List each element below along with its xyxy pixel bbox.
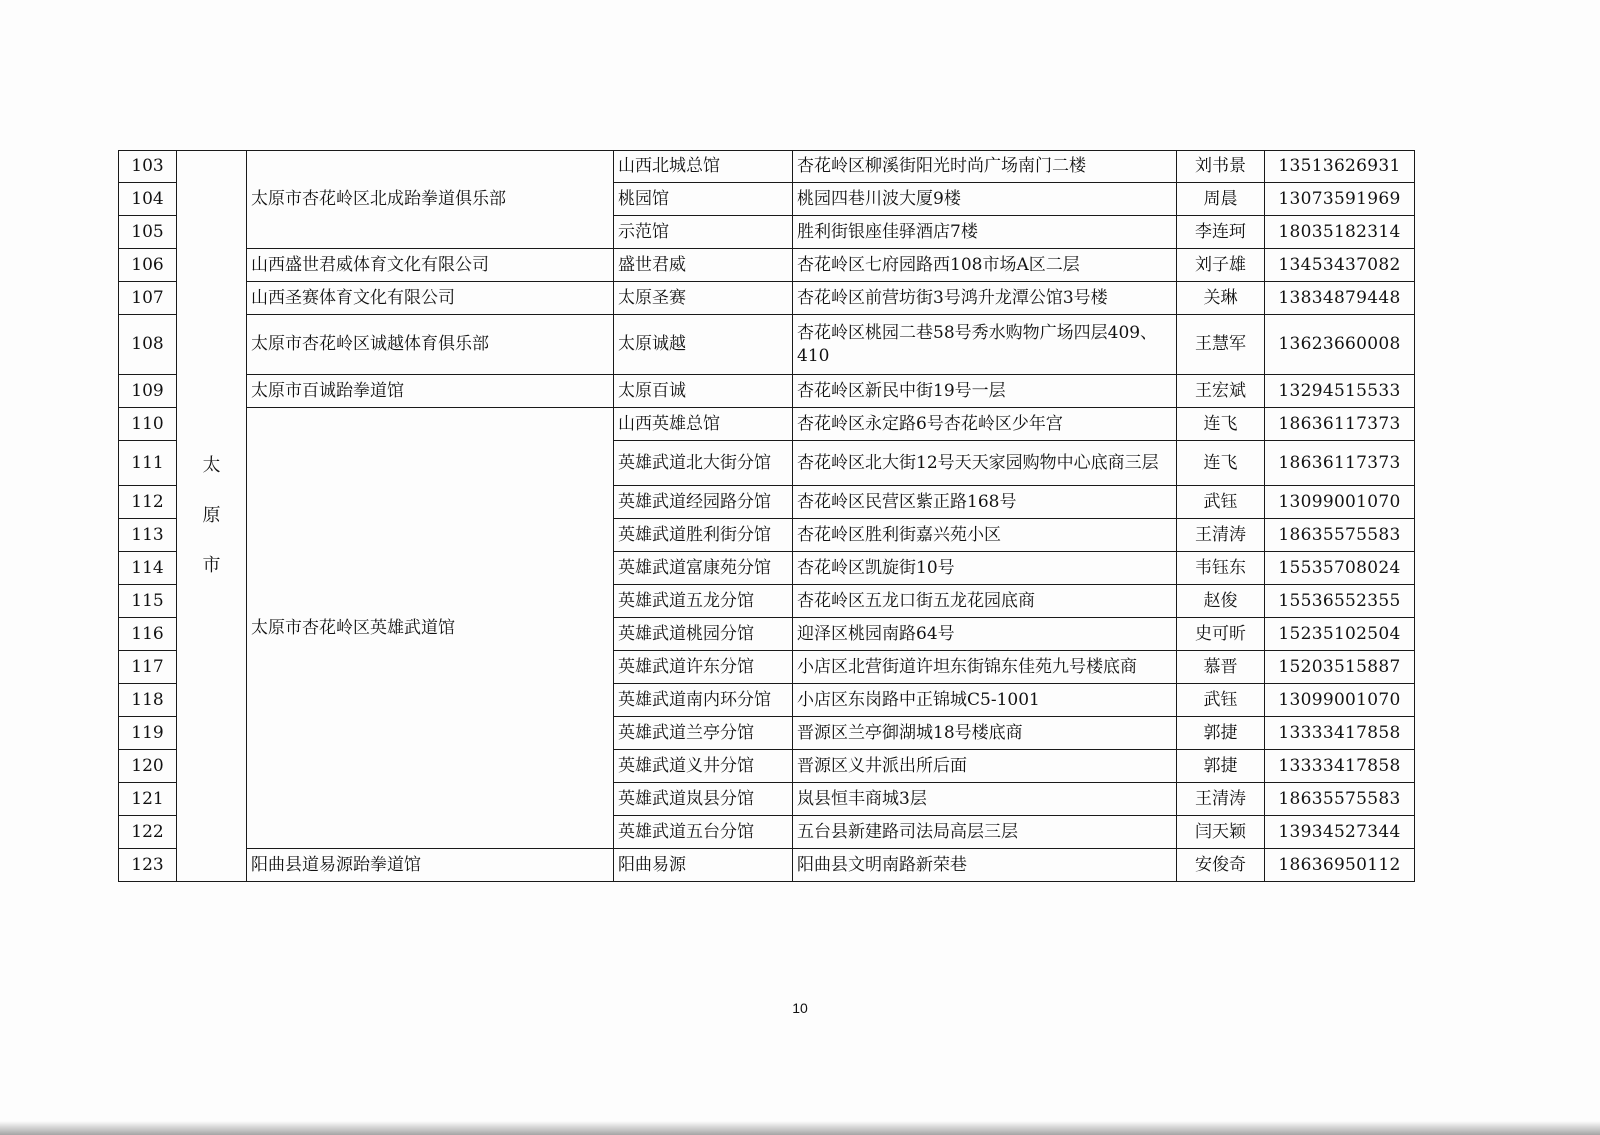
row-number: 116 xyxy=(119,618,177,651)
contact-phone: 13333417858 xyxy=(1265,717,1415,750)
row-number: 107 xyxy=(119,282,177,315)
contact-phone: 13453437082 xyxy=(1265,249,1415,282)
row-number: 117 xyxy=(119,651,177,684)
contact-person: 郭捷 xyxy=(1177,750,1265,783)
contact-person: 李连珂 xyxy=(1177,216,1265,249)
row-number: 104 xyxy=(119,183,177,216)
table-row xyxy=(119,315,1415,375)
contact-phone: 15203515887 xyxy=(1265,651,1415,684)
organization-name: 山西圣赛体育文化有限公司 xyxy=(247,282,614,315)
venue-name: 英雄武道富康苑分馆 xyxy=(614,552,793,585)
table-row xyxy=(119,151,1415,183)
venue-name: 示范馆 xyxy=(614,216,793,249)
venue-address: 晋源区兰亭御湖城18号楼底商 xyxy=(793,717,1177,750)
venue-address: 杏花岭区五龙口街五龙花园底商 xyxy=(793,585,1177,618)
venue-name: 英雄武道五龙分馆 xyxy=(614,585,793,618)
contact-person: 王清涛 xyxy=(1177,519,1265,552)
venue-name: 太原圣赛 xyxy=(614,282,793,315)
city-cell xyxy=(177,151,247,882)
venue-address: 晋源区义井派出所后面 xyxy=(793,750,1177,783)
row-number: 113 xyxy=(119,519,177,552)
row-number: 114 xyxy=(119,552,177,585)
organization-name: 阳曲县道易源跆拳道馆 xyxy=(247,849,614,882)
row-number: 109 xyxy=(119,375,177,408)
row-number: 111 xyxy=(119,441,177,486)
venue-name: 山西英雄总馆 xyxy=(614,408,793,441)
contact-person: 王慧军 xyxy=(1177,315,1265,375)
venue-address: 桃园四巷川波大厦9楼 xyxy=(793,183,1177,216)
contact-phone: 13513626931 xyxy=(1265,151,1415,183)
row-number: 120 xyxy=(119,750,177,783)
row-number: 123 xyxy=(119,849,177,882)
contact-person: 连飞 xyxy=(1177,441,1265,486)
venue-name: 桃园馆 xyxy=(614,183,793,216)
venue-name: 盛世君威 xyxy=(614,249,793,282)
venue-address: 杏花岭区新民中街19号一层 xyxy=(793,375,1177,408)
contact-phone: 13333417858 xyxy=(1265,750,1415,783)
page-edge-shadow xyxy=(0,1121,1600,1135)
contact-person: 刘子雄 xyxy=(1177,249,1265,282)
venue-name: 英雄武道胜利街分馆 xyxy=(614,519,793,552)
city-char: 市 xyxy=(202,555,221,577)
table-row xyxy=(119,408,1415,441)
venue-name: 太原诚越 xyxy=(614,315,793,375)
organization-name: 太原市杏花岭区英雄武道馆 xyxy=(247,408,614,849)
venue-name: 阳曲易源 xyxy=(614,849,793,882)
row-number: 105 xyxy=(119,216,177,249)
venue-name: 英雄武道五台分馆 xyxy=(614,816,793,849)
organization-name: 山西盛世君威体育文化有限公司 xyxy=(247,249,614,282)
venue-name: 英雄武道兰亭分馆 xyxy=(614,717,793,750)
table-row xyxy=(119,375,1415,408)
venue-name: 英雄武道岚县分馆 xyxy=(614,783,793,816)
page-number: 10 xyxy=(792,1000,808,1016)
contact-person: 安俊奇 xyxy=(1177,849,1265,882)
contact-phone: 13099001070 xyxy=(1265,684,1415,717)
city-char: 原 xyxy=(202,504,221,526)
venue-name: 太原百诚 xyxy=(614,375,793,408)
venue-name: 英雄武道义井分馆 xyxy=(614,750,793,783)
row-number: 108 xyxy=(119,315,177,375)
contact-phone: 18035182314 xyxy=(1265,216,1415,249)
venue-address: 杏花岭区桃园二巷58号秀水购物广场四层409、410 xyxy=(793,315,1177,375)
contact-phone: 15535708024 xyxy=(1265,552,1415,585)
row-number: 122 xyxy=(119,816,177,849)
contact-person: 王清涛 xyxy=(1177,783,1265,816)
contact-person: 赵俊 xyxy=(1177,585,1265,618)
organization-name: 太原市杏花岭区北成跆拳道俱乐部 xyxy=(247,151,614,249)
venue-name: 英雄武道桃园分馆 xyxy=(614,618,793,651)
venue-address: 杏花岭区胜利街嘉兴苑小区 xyxy=(793,519,1177,552)
contact-person: 闫天颖 xyxy=(1177,816,1265,849)
contact-phone: 18635575583 xyxy=(1265,519,1415,552)
contact-person: 武钰 xyxy=(1177,684,1265,717)
contact-phone: 18636117373 xyxy=(1265,441,1415,486)
row-number: 115 xyxy=(119,585,177,618)
contact-phone: 15536552355 xyxy=(1265,585,1415,618)
venue-address: 杏花岭区前营坊街3号鸿升龙潭公馆3号楼 xyxy=(793,282,1177,315)
contact-phone: 13099001070 xyxy=(1265,486,1415,519)
venue-address: 杏花岭区凯旋街10号 xyxy=(793,552,1177,585)
venue-address: 杏花岭区七府园路西108市场A区二层 xyxy=(793,249,1177,282)
row-number: 112 xyxy=(119,486,177,519)
venue-name: 英雄武道经园路分馆 xyxy=(614,486,793,519)
venue-address: 杏花岭区柳溪街阳光时尚广场南门二楼 xyxy=(793,151,1177,183)
contact-person: 史可昕 xyxy=(1177,618,1265,651)
contact-phone: 13294515533 xyxy=(1265,375,1415,408)
contact-phone: 13934527344 xyxy=(1265,816,1415,849)
contact-person: 慕晋 xyxy=(1177,651,1265,684)
organization-name: 太原市杏花岭区诚越体育俱乐部 xyxy=(247,315,614,375)
contact-person: 郭捷 xyxy=(1177,717,1265,750)
venue-address: 小店区北营街道许坦东街锦东佳苑九号楼底商 xyxy=(793,651,1177,684)
contact-person: 韦钰东 xyxy=(1177,552,1265,585)
venue-address: 胜利街银座佳驿酒店7楼 xyxy=(793,216,1177,249)
row-number: 106 xyxy=(119,249,177,282)
contact-person: 周晨 xyxy=(1177,183,1265,216)
organization-table xyxy=(118,150,1415,882)
contact-phone: 13073591969 xyxy=(1265,183,1415,216)
table-row xyxy=(119,249,1415,282)
venue-name: 英雄武道许东分馆 xyxy=(614,651,793,684)
venue-address: 岚县恒丰商城3层 xyxy=(793,783,1177,816)
city-char: 太 xyxy=(202,454,221,476)
venue-address: 阳曲县文明南路新荣巷 xyxy=(793,849,1177,882)
venue-name: 英雄武道南内环分馆 xyxy=(614,684,793,717)
contact-phone: 13834879448 xyxy=(1265,282,1415,315)
row-number: 103 xyxy=(119,151,177,183)
contact-phone: 15235102504 xyxy=(1265,618,1415,651)
row-number: 118 xyxy=(119,684,177,717)
contact-phone: 13623660008 xyxy=(1265,315,1415,375)
row-number: 121 xyxy=(119,783,177,816)
venue-address: 迎泽区桃园南路64号 xyxy=(793,618,1177,651)
contact-person: 刘书景 xyxy=(1177,151,1265,183)
venue-name: 山西北城总馆 xyxy=(614,151,793,183)
contact-person: 武钰 xyxy=(1177,486,1265,519)
organization-name: 太原市百诚跆拳道馆 xyxy=(247,375,614,408)
contact-phone: 18636117373 xyxy=(1265,408,1415,441)
row-number: 119 xyxy=(119,717,177,750)
table-row xyxy=(119,849,1415,882)
contact-person: 连飞 xyxy=(1177,408,1265,441)
venue-address: 杏花岭区永定路6号杏花岭区少年宫 xyxy=(793,408,1177,441)
contact-person: 王宏斌 xyxy=(1177,375,1265,408)
venue-address: 五台县新建路司法局高层三层 xyxy=(793,816,1177,849)
contact-phone: 18635575583 xyxy=(1265,783,1415,816)
table-row xyxy=(119,282,1415,315)
contact-person: 关琳 xyxy=(1177,282,1265,315)
contact-phone: 18636950112 xyxy=(1265,849,1415,882)
venue-address: 杏花岭区北大街12号天天家园购物中心底商三层 xyxy=(793,441,1177,486)
venue-address: 小店区东岗路中正锦城C5-1001 xyxy=(793,684,1177,717)
venue-address: 杏花岭区民营区紫正路168号 xyxy=(793,486,1177,519)
row-number: 110 xyxy=(119,408,177,441)
venue-name: 英雄武道北大街分馆 xyxy=(614,441,793,486)
